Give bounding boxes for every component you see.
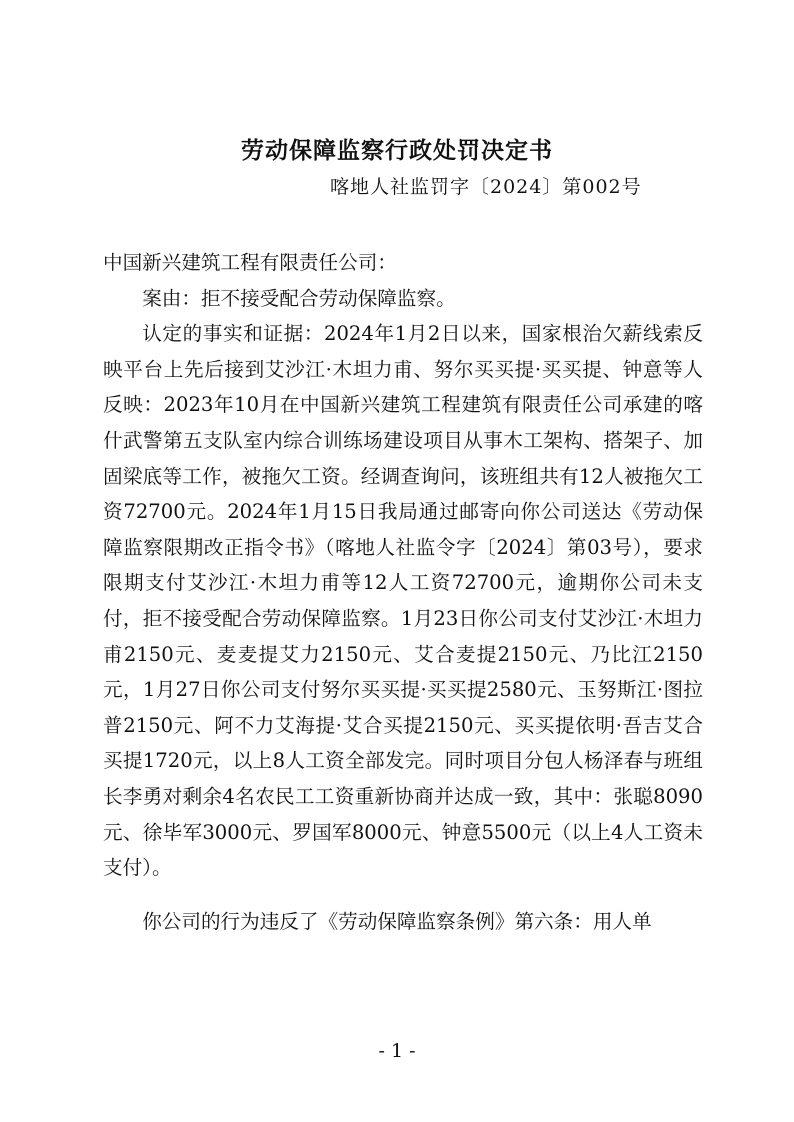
violation-paragraph: 你公司的行为违反了《劳动保障监察条例》第六条：用人单 <box>142 909 652 933</box>
document-title: 劳动保障监察行政处罚决定书 <box>241 138 553 164</box>
document-body <box>103 245 703 939</box>
page-number: - 1 - <box>378 1040 416 1062</box>
document-number: 喀地人社监罚字〔2024〕第002号 <box>330 176 642 198</box>
facts-paragraph: 认定的事实和证据：2024年1月2日以来，国家根治欠薪线索反映平台上先后接到艾沙江·木坦力甫、努尔买买提·买买提、钟意等人反映：2023年10月在中国新兴建筑工程建筑有限责任公司承建的喀什武警第五支队室内综合训练场建设项目从事木工架构、搭架子、加固梁底等工作，被拖欠工资。经调查询问，该班组共有12人被拖欠工资72700元。2024年1月15日我局通过邮寄向你公司送达《劳动保障监察限期改正指令书》（喀地人社监令字〔2024〕第03号），要求限期支付艾沙江·木坦力甫等12人工资72700元，逾期你公司未支付，拒不接受配合劳动保障监察。1月23日你公司支付艾沙江·木坦力甫2150元、麦麦提艾力2150元、艾合麦提2150元、乃比江2150元，1月27日你公司支付努尔买买提·买买提2580元、玉努斯江·图拉普2150元、阿不力艾海提·艾合买提2150元、买买提依明·吾吉艾合买提1720元，以上8人工资全部发完。同时项目分包人杨泽春与班组长李勇对剩余4名农民工工资重新协商并达成一致，其中：张聪8090元、徐毕军3000元、罗国军8000元、钟意5500元（以上4人工资未支付）。 <box>103 322 703 880</box>
addressee: 中国新兴建筑工程有限责任公司： <box>103 251 397 274</box>
case-cause: 案由：拒不接受配合劳动保障监察。 <box>142 286 456 310</box>
